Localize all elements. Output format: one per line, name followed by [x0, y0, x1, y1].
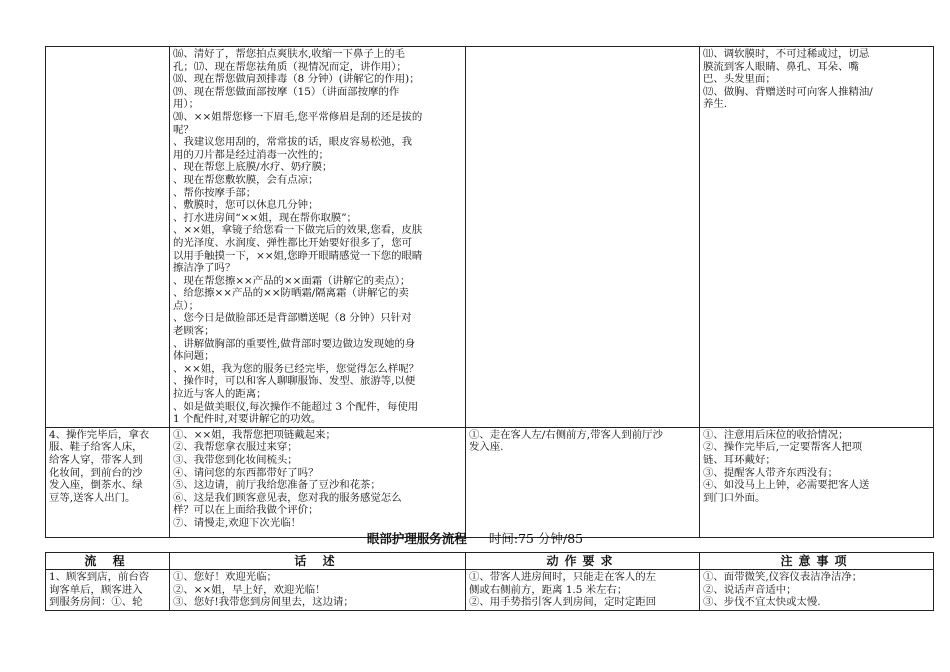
text-line: 的光泽度、水润度、弹性都比开始要好很多了，您可 — [173, 236, 412, 249]
text-line: 、讲解做胸部的重要性,做背部时要边做边发现她的身 — [173, 337, 416, 350]
text-line: 、××姐，我为您的服务已经完毕，您觉得怎么样呢？ — [173, 362, 420, 375]
flow-cell — [46, 570, 170, 611]
text-line: 、敷膜时，您可以休息几分钟； — [173, 199, 319, 212]
flow-cell — [46, 47, 170, 428]
text-line: 、给您擦××产品的××防晒霜/隔离霜（讲解它的卖 — [173, 287, 409, 300]
action-cell — [466, 427, 700, 537]
text-line: 、现在帮您擦××产品的××面霜（讲解它的卖点）； — [173, 274, 411, 287]
header-action: 动作要求 — [466, 553, 700, 570]
header-script: 话 述 — [170, 553, 466, 570]
text-line: 到服务房间：①、轮 — [49, 596, 143, 609]
text-line: ③、步伐不宜太快或太慢. — [703, 596, 821, 609]
text-line: ②、操作完毕后,一定要帮客人把项 — [703, 441, 863, 454]
text-line: ③、提醒客人带齐东西没有； — [703, 466, 839, 479]
text-line: 询客单后，顾客进入 — [49, 583, 143, 596]
text-line: ①、面带微笑,仪容仪表洁净洁净； — [703, 571, 863, 583]
text-line: ②、××姐，早上好，欢迎光临！ — [173, 583, 326, 596]
text-line: 1、顾客到店，前台咨 — [49, 571, 150, 583]
text-line: 1 个配件时,对要讲解它的功效。 — [173, 413, 322, 426]
table-row — [46, 47, 934, 428]
text-line: ⑾、调软膜时，不可过稀或过，切忌 — [703, 48, 870, 60]
text-line: ③、您好!我带您到房间里去，这边请； — [173, 596, 354, 609]
text-line: 孔；⒄、现在帮您祛角质（视情况而定，讲作用）； — [173, 60, 407, 73]
text-line: 、现在帮您上底膜/水疗、奶疗膜； — [173, 161, 333, 174]
text-line: 、打水进房间“××姐，现在帮你取膜”； — [173, 211, 357, 224]
notes-cell — [700, 47, 934, 428]
text-line: 、操作时，可以和客人聊聊服饰、发型、旅游等,以便 — [173, 375, 416, 388]
text-line: 链、耳环戴好； — [703, 454, 776, 466]
section-title — [0, 529, 950, 547]
text-line: 、我建议您用刮的，常常拔的话，眼皮容易松弛，我 — [173, 136, 412, 149]
text-line: ②、说话声音适中； — [703, 583, 797, 596]
text-line: 给客人穿，带客人到 — [49, 454, 143, 466]
notes-cell — [700, 570, 934, 611]
header-notes: 注意事项 — [700, 553, 934, 570]
text-line: ①、带客人进房间时，只能走在客人的左 — [469, 571, 657, 583]
text-line: 、您今日是做脸部还是背部赠送呢（8 分钟）只针对 — [173, 312, 412, 325]
text-line: 样？可以在上面给我做个评价； — [173, 504, 319, 517]
text-line: ⑤、这边请，前厅我给您准备了豆沙和花茶； — [173, 479, 381, 492]
script-cell — [170, 570, 466, 611]
text-line: 老顾客； — [173, 325, 215, 338]
text-line: ①、注意用后床位的收拾情况； — [703, 428, 849, 441]
text-line: ②、用手势指引客人到房间，定时定距回 — [469, 596, 657, 609]
text-line: 服、鞋子给客人床， — [49, 441, 143, 454]
section-time: 时间:75 分钟/85 — [488, 531, 584, 546]
table-row — [46, 570, 934, 611]
script-cell — [170, 427, 466, 537]
text-line: 巴、头发里面； — [703, 73, 776, 86]
text-line: ③、我带您到化妆间梳头； — [173, 454, 298, 466]
text-line: 到门口外面。 — [703, 491, 766, 504]
text-line: 、现在帮您敷软膜，会有点凉； — [173, 173, 319, 186]
action-cell — [466, 47, 700, 428]
header-flow: 流 程 — [46, 553, 170, 570]
text-line: ①、走在客人左/右侧前方,带客人到前厅沙 — [469, 428, 663, 441]
text-line: ①、您好！欢迎光临； — [173, 571, 277, 583]
text-line: 、××姐，拿镜子给您看一下做完后的效果,您看，皮肤 — [173, 224, 423, 237]
text-line: 侧或右侧前方，距离 1.5 米左右； — [469, 583, 628, 596]
text-line: 以用手触摸一下，××姐,您睁开眼睛感觉一下您的眼睛 — [173, 249, 423, 262]
text-line: 擦洁净了吗？ — [173, 262, 236, 275]
text-line: 4、操作完毕后，拿衣 — [49, 428, 150, 441]
flow-cell — [46, 427, 170, 537]
text-line: ⑦、请慢走,欢迎下次光临！ — [173, 516, 301, 529]
text-line: 用）； — [173, 98, 199, 111]
text-line: ⒇、××姐帮您修一下眉毛,您平常修眉是刮的还是拔的 — [173, 110, 423, 123]
text-line: 点）； — [173, 299, 199, 312]
eye-care-flow-table — [45, 552, 934, 611]
text-line: ⒅、现在帮您做肩颈排毒（8 分钟）(讲解它的作用)； — [173, 73, 420, 86]
section-title-text: 眼部护理服务流程 — [366, 531, 467, 546]
text-line: 体问题； — [173, 350, 215, 363]
text-line: 膜流到客人眼睛、鼻孔、耳朵、嘴 — [703, 60, 859, 73]
text-line: ⑿、做胸、背赠送时可向客人推精油/ — [703, 85, 873, 98]
text-line: 化妆间，到前台的沙 — [49, 466, 143, 479]
text-line: 养生. — [703, 98, 728, 111]
text-line: ①、××姐，我帮您把项链戴起来； — [173, 428, 336, 441]
text-line: 发入座. — [469, 441, 504, 454]
service-flow-table-continued — [45, 46, 934, 538]
text-line: ⒆、现在帮您做面部按摩（15）（讲面部按摩的作 — [173, 85, 400, 98]
table-row — [46, 427, 934, 537]
text-line: ④、如没马上上钟，必需要把客人送 — [703, 479, 870, 492]
text-line: 、如是做美眼仪,每次操作不能超过 3 个配件，每使用 — [173, 400, 419, 413]
text-line: ⑥、这是我们顾客意见表，您对我的服务感觉怎么 — [173, 491, 402, 504]
action-cell — [466, 570, 700, 611]
text-line: 豆等,送客人出门。 — [49, 491, 136, 504]
text-line: 呢？ — [173, 123, 194, 136]
notes-cell — [700, 427, 934, 537]
text-line: ④、请问您的东西都带好了吗？ — [173, 466, 319, 479]
text-line: ②、我帮您拿衣服过来穿； — [173, 441, 298, 454]
text-line: 拉近与客人的距离； — [173, 388, 267, 401]
text-line: 用的刀片都是经过消毒一次性的； — [173, 148, 329, 161]
text-line: 、帮你按摩手部； — [173, 186, 257, 199]
table-header-row — [46, 553, 934, 570]
script-cell — [170, 47, 466, 428]
text-line: ⒃、清好了，帮您拍点爽肤水,收缩一下鼻子上的毛 — [173, 48, 405, 60]
text-line: 发入座，倒茶水、绿 — [49, 479, 143, 492]
